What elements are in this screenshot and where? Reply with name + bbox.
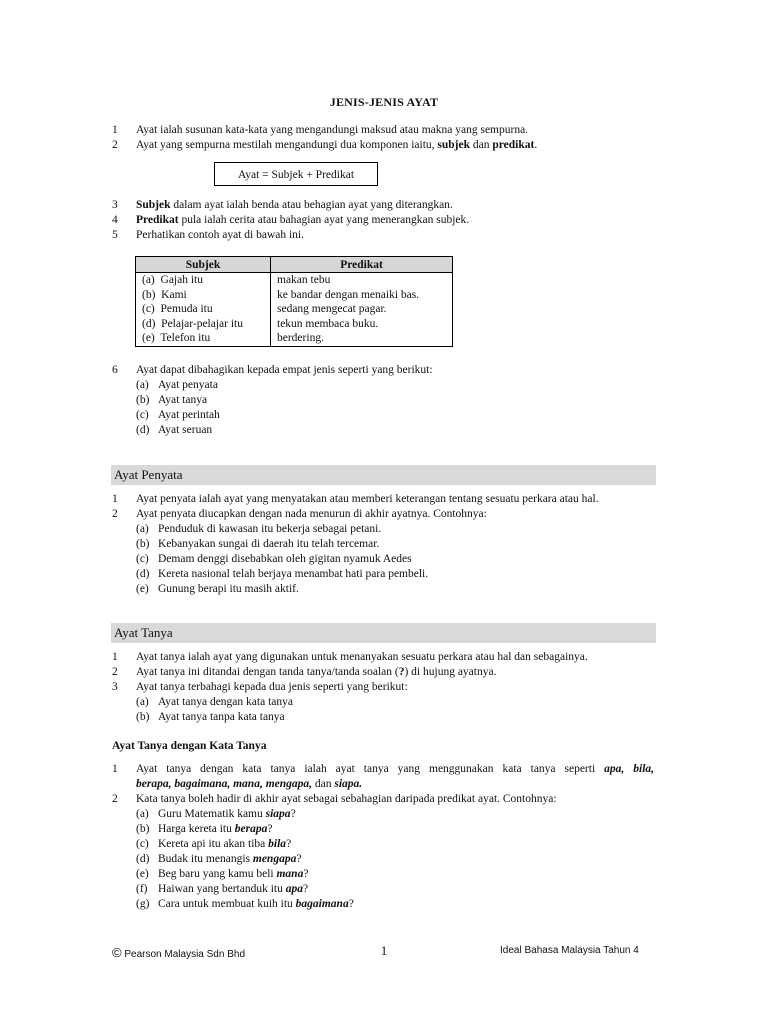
formula-box: Ayat = Subjek + Predikat [214, 162, 378, 186]
subsection-heading: Ayat Tanya dengan Kata Tanya [112, 740, 267, 752]
point-number: 2 [112, 139, 118, 151]
question-mark: ? [398, 666, 405, 678]
keyword-predikat: Predikat [136, 214, 179, 226]
page-title: JENIS-JENIS AYAT [329, 95, 439, 109]
table-row: (c) Pemuda itu sedang mengecat pagar. [136, 302, 453, 317]
table-row: (b) Kami ke bandar dengan menaiki bas. [136, 288, 453, 303]
keyword-predikat: predikat [492, 139, 535, 151]
katatanya-point-1-line1: Ayat tanya dengan kata tanya ialah ayat tanya yang menggunakan kata tanya seperti apa, bila, [136, 763, 655, 775]
keyword-subjek: Subjek [136, 199, 171, 211]
table-row: (d) Pelajar-pelajar itu tekun membaca buku. [136, 317, 453, 332]
page-number: 1 [380, 943, 388, 958]
keyword-subjek: subjek [437, 139, 471, 151]
point-text: Ayat ialah susunan kata-kata yang mengandungi maksud atau makna yang sempurna. [136, 124, 529, 136]
katatanya-point-1-line2: berapa, bagaimana, mana, mengapa, dan siapa. [136, 778, 363, 790]
footer-book-title: Ideal Bahasa Malaysia Tahun 4 [500, 945, 639, 956]
copyright-icon: © [112, 945, 122, 960]
point-number: 1 [112, 124, 118, 136]
point-text: Ayat yang sempurna mestilah mengandungi dua komponen iaitu, subjek dan predikat. [136, 139, 538, 151]
footer-publisher: © Pearson Malaysia Sdn Bhd [112, 945, 245, 960]
table-header-subjek: Subjek [136, 257, 271, 273]
table-header-predikat: Predikat [271, 257, 453, 273]
table-row: (a) Gajah itu makan tebu [136, 273, 453, 288]
section-heading-tanya: Ayat Tanya [111, 623, 656, 643]
document-page: JENIS-JENIS AYAT 1 Ayat ialah susunan kata-kata yang mengandungi maksud atau makna yang sempurna. 2 Ayat yang sempurna mestilah mengandungi dua komponen iaitu, subjek dan predikat. Ayat = Subjek + Predikat 3 Subjek dalam ayat ialah benda atau behagian ayat yang diterangkan. 4 Predikat pula ialah cerita atau bahagian ayat yang menerangkan subjek. 5 Perhatikan contoh ayat di bawah ini. Subjek Predikat (a) Gajah itu makan tebu (b) Kami ke bandar dengan menaiki bas. (c) Pemuda itu sedang mengecat pagar. (d) Pelajar-pelajar itu tekun membaca buku. (e) Telefon itu berdering. 6 Ayat dapat dibahagikan kepada empat jenis seperti yang berikut: (a) Ayat penyata (b) Ayat tanya (c) Ayat perintah (d) Ayat seruan Ayat Penyata 1 Ayat penyata ialah ayat yang menyatakan atau memberi keterangan tentang sesuatu perkara atau hal. 2 Ayat penyata diucapkan dengan nada menurun di akhir ayatnya. Contohnya: (a) Penduduk di kawasan itu bekerja sebagai petani. (b) Kebanyakan sungai di daerah itu telah tercemar. (c) Demam denggi disebabkan oleh gigitan nyamuk Aedes (d) Kereta nasional telah berjaya menambat hati para pembeli. (e) Gunung berapi itu masih aktif. Ayat Tanya 1 Ayat tanya ialah ayat yang digunakan untuk menanyakan sesuatu perkara atau hal dan sebagainya. 2 Ayat tanya ini ditandai dengan tanda tanya/tanda soalan (?) di hujung ayatnya. 3 Ayat tanya terbahagi kepada dua jenis seperti yang berikut: (a) Ayat tanya dengan kata tanya (b) Ayat tanya tanpa kata tanya Ayat Tanya dengan Kata Tanya 1 Ayat tanya dengan kata tanya ialah ayat tanya yang menggunakan kata tanya seperti apa, bila, berapa, bagaimana, mana, mengapa, dan siapa. 2 Kata tanya boleh hadir di akhir ayat sebagai sebahagian daripada predikat ayat. Contohnya: (a) Guru Matematik kamu siapa? (b) Harga kereta itu berapa? (c) Kereta api itu akan tiba bila? (d) Budak itu menangis mengapa? (e) Beg baru yang kamu beli mana? (f) Haiwan yang bertanduk itu apa? (g) Cara untuk membuat kuih itu bagaimana? © Pearson Malaysia Sdn Bhd 1 Ideal Bahasa Malaysia Tahun 4 [0, 0, 768, 1024]
table-row: (e) Telefon itu berdering. [136, 331, 453, 346]
subjek-predikat-table [135, 256, 453, 347]
section-heading-penyata: Ayat Penyata [111, 465, 656, 485]
